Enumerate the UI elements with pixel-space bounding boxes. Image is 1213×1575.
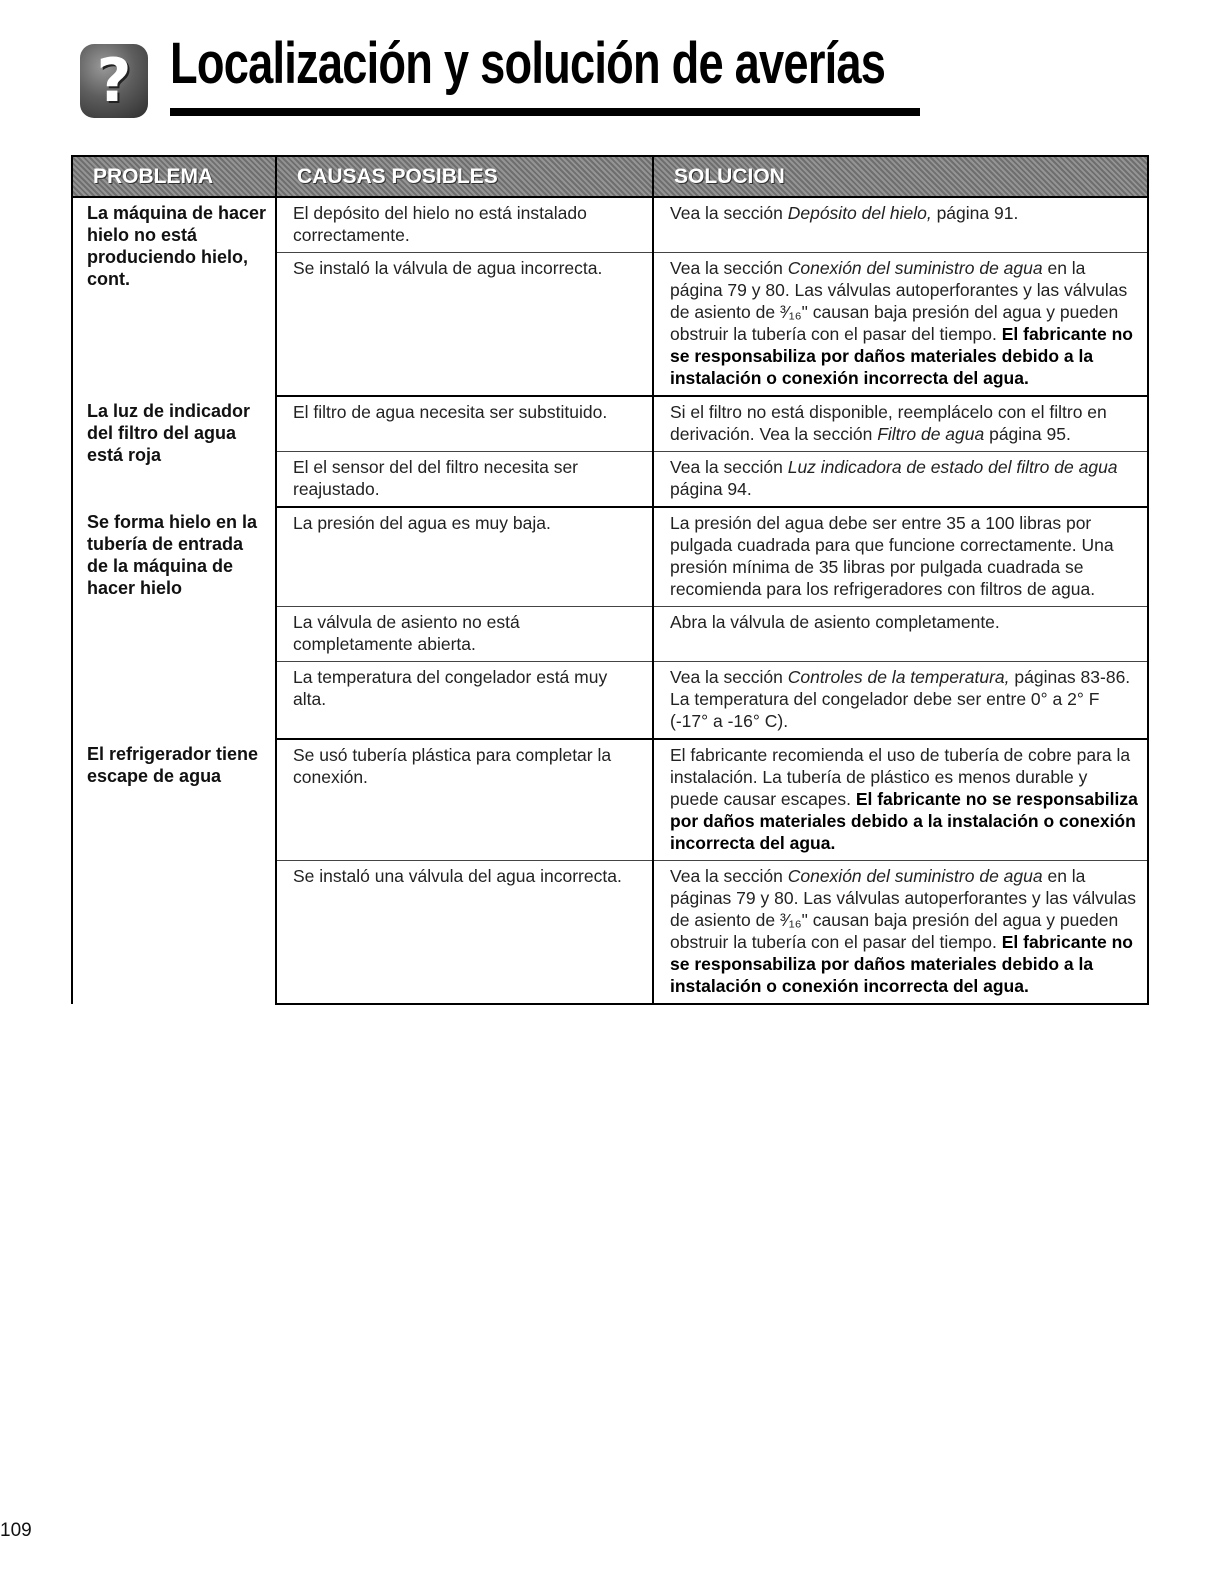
solution-text-segment: Luz indicadora de estado del filtro de agua xyxy=(787,457,1118,477)
solution-text-segment: El fabricante recomienda el uso de tubería de cobre para la instalación. La tubería de plástico es menos durable y puede causar escapes. xyxy=(670,745,1131,809)
column-header-problem xyxy=(72,156,276,197)
solution-text-segment: Conexión del suministro de agua xyxy=(787,258,1043,278)
page-number: 109 xyxy=(0,1520,32,1541)
solution-text-segment: página 94. xyxy=(670,479,752,499)
problem-cell: La máquina de hacer hielo no está produciendo hielo, cont. xyxy=(72,197,276,396)
problem-cell: Se forma hielo en la tubería de entrada de la máquina de hacer hielo xyxy=(72,507,276,739)
question-mark-glyph: ? xyxy=(96,46,132,116)
solution-text-segment: páginas 83-86. La temperatura del congelador debe ser entre 0° a 2° F (-17° a -16° C). xyxy=(670,667,1131,731)
solution-text-segment: en la páginas 79 y 80. Las válvulas autoperforantes y las válvulas de asiento de ³⁄₁₆" causan baja presión del agua y pueden obstruir la tubería con el pasar del tiempo. xyxy=(670,866,1136,952)
solution-cell xyxy=(653,396,1148,452)
problem-cell: El refrigerador tiene escape de agua xyxy=(72,739,276,1004)
cause-cell: Se usó tubería plástica para completar la conexión. xyxy=(276,739,653,861)
cause-cell: Se instaló la válvula de agua incorrecta. xyxy=(276,253,653,397)
cause-cell: El depósito del hielo no está instalado correctamente. xyxy=(276,197,653,253)
solution-text-segment: Vea la sección xyxy=(670,258,788,278)
cause-cell: El el sensor del del filtro necesita ser reajustado. xyxy=(276,452,653,508)
solution-cell xyxy=(653,662,1148,740)
page-title: Localización y solución de averías xyxy=(170,31,886,96)
table-header-row xyxy=(72,156,1148,197)
column-header-label: PROBLEMA xyxy=(93,164,214,188)
cause-cell: Se instaló una válvula del agua incorrecta. xyxy=(276,861,653,1005)
solution-text-segment: Vea la sección xyxy=(670,203,788,223)
column-header-solution xyxy=(653,156,1148,197)
solution-text-segment: página 95. xyxy=(984,424,1071,444)
solution-cell xyxy=(653,607,1148,662)
solution-text-segment: Si el filtro no está disponible, reemplácelo con el filtro en derivación. Vea la sección xyxy=(670,402,1107,444)
column-header-causes xyxy=(276,156,653,197)
solution-text-segment: La presión del agua debe ser entre 35 a 100 libras por pulgada cuadrada para que funcione correctamente. Una presión mínima de 35 libras por pulgada cuadrada se recomienda para los refrigeradores con filtros de agua. xyxy=(670,513,1114,599)
solution-text-segment: Vea la sección xyxy=(670,667,788,687)
table-row xyxy=(72,507,1148,607)
question-mark-icon xyxy=(80,44,148,118)
solution-cell xyxy=(653,197,1148,253)
table-row xyxy=(72,396,1148,452)
table-row xyxy=(72,739,1148,861)
solution-text-segment: Filtro de agua xyxy=(877,424,985,444)
solution-text-segment: El fabricante no se responsabiliza por daños materiales debido a la instalación o conexión incorrecta del agua. xyxy=(670,789,1138,853)
solution-cell xyxy=(653,739,1148,861)
problem-cell: La luz de indicador del filtro del agua está roja xyxy=(72,396,276,507)
solution-text-segment: Vea la sección xyxy=(670,866,788,886)
cause-cell: La presión del agua es muy baja. xyxy=(276,507,653,607)
cause-cell: La temperatura del congelador está muy alta. xyxy=(276,662,653,740)
solution-text-segment: Controles de la temperatura, xyxy=(787,667,1010,687)
solution-text-segment: en la página 79 y 80. Las válvulas autoperforantes y las válvulas de asiento de ³⁄₁₆" causan baja presión del agua y pueden obstruir la tubería con el pasar del tiempo. xyxy=(670,258,1128,344)
column-header-label: CAUSAS POSIBLES xyxy=(297,164,498,188)
solution-text-segment: Conexión del suministro de agua xyxy=(787,866,1043,886)
solution-cell xyxy=(653,253,1148,397)
title-underline xyxy=(170,108,920,116)
column-header-label: SOLUCION xyxy=(674,164,785,188)
solution-cell xyxy=(653,861,1148,1005)
table-body xyxy=(72,197,1148,1004)
solution-text-segment: El fabricante no se responsabiliza por daños materiales debido a la instalación o conexión incorrecta del agua. xyxy=(670,324,1133,388)
solution-text-segment: Depósito del hielo, xyxy=(787,203,932,223)
cause-cell: La válvula de asiento no está completamente abierta. xyxy=(276,607,653,662)
solution-cell xyxy=(653,507,1148,607)
solution-text-segment: Vea la sección xyxy=(670,457,788,477)
solution-text-segment: El fabricante no se responsabiliza por daños materiales debido a la instalación o conexión incorrecta del agua. xyxy=(670,932,1133,996)
solution-cell xyxy=(653,452,1148,508)
solution-text-segment: Abra la válvula de asiento completamente. xyxy=(670,612,1000,632)
solution-text-segment: página 91. xyxy=(931,203,1019,223)
table-row xyxy=(72,197,1148,253)
cause-cell: El filtro de agua necesita ser substituido. xyxy=(276,396,653,452)
troubleshooting-table xyxy=(71,155,1149,1005)
